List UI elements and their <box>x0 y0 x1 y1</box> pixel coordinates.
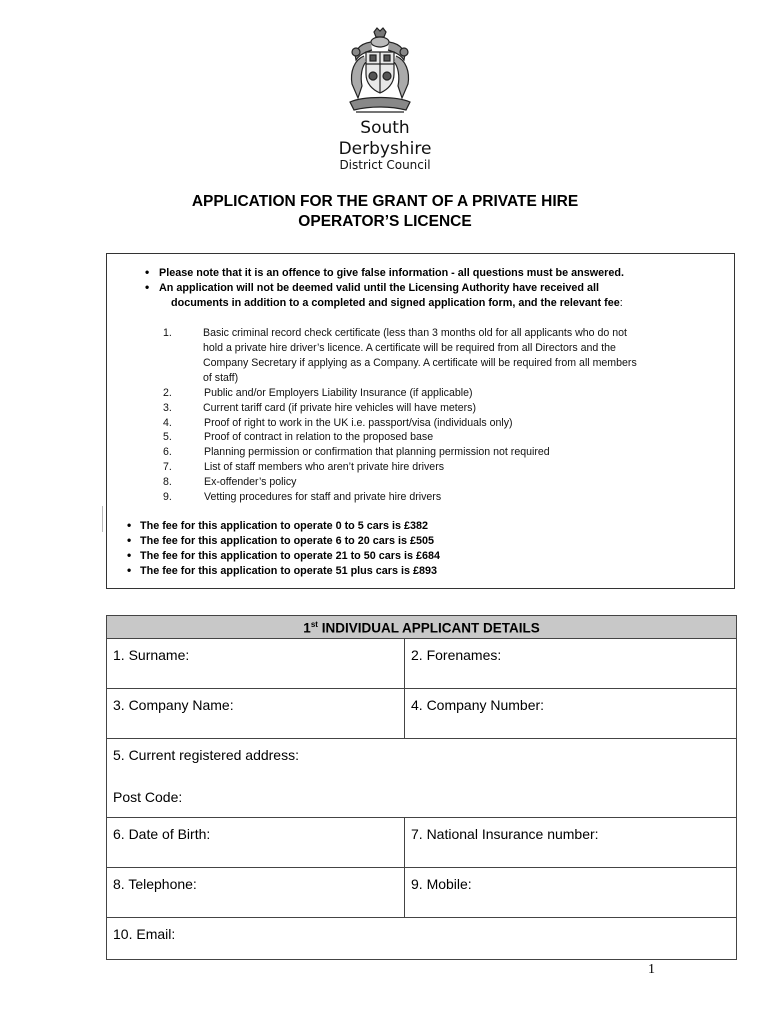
table-row <box>107 638 737 688</box>
doc-line: Public and/or Employers Liability Insurance (if applicable) <box>204 387 473 399</box>
fee-line: The fee for this application to operate 51 plus cars is £893 <box>140 565 438 577</box>
telephone-field[interactable]: 8. Telephone: <box>107 867 405 917</box>
notice-bullet-2-line1: An application will not be deemed valid until the Licensing Authority have received all <box>159 282 599 294</box>
table-row <box>107 688 737 738</box>
header-superscript: st <box>310 620 318 629</box>
council-crest-logo <box>344 26 416 120</box>
doc-number: 6. <box>163 446 172 458</box>
doc-line: Current tariff card (if private hire vehicles will have meters) <box>203 402 476 414</box>
surname-field[interactable]: 1. Surname: <box>107 638 405 688</box>
doc-line: Vetting procedures for staff and private hire drivers <box>204 491 442 503</box>
doc-number: 4. <box>163 417 172 429</box>
bullet-icon: • <box>127 518 132 532</box>
doc-line: Proof of contract in relation to the proposed base <box>204 431 434 443</box>
fee-line: The fee for this application to operate 6 to 20 cars is £505 <box>140 535 435 547</box>
doc-line: of staff) <box>203 372 239 384</box>
doc-number: 8. <box>163 476 172 488</box>
mobile-field[interactable]: 9. Mobile: <box>405 867 737 917</box>
doc-line: hold a private hire driver’s licence. A certificate will be required from all Directors and the <box>203 342 616 354</box>
bullet-icon: • <box>145 280 150 294</box>
notice-bullet-2-line2 <box>171 297 623 309</box>
council-name-line3: District Council <box>339 158 431 172</box>
title-line1: APPLICATION FOR THE GRANT OF A PRIVATE HIRE <box>191 193 579 210</box>
bullet-icon: • <box>127 548 132 562</box>
title-line2: OPERATOR’S LICENCE <box>298 213 472 230</box>
header-text: INDIVIDUAL APPLICANT DETAILS <box>317 620 540 636</box>
post-code-label: Post Code: <box>113 788 183 805</box>
email-field[interactable]: 10. Email: <box>107 917 737 959</box>
bullet-icon: • <box>145 265 150 279</box>
bullet-icon: • <box>127 533 132 547</box>
dob-field[interactable]: 6. Date of Birth: <box>107 817 405 867</box>
company-name-field[interactable]: 3. Company Name: <box>107 688 405 738</box>
company-number-field[interactable]: 4. Company Number: <box>405 688 737 738</box>
address-label: 5. Current registered address: <box>113 746 299 763</box>
notice-bullet-2-text: documents in addition to a completed and signed application form, and the relevant fee <box>171 297 620 309</box>
doc-line: Planning permission or confirmation that planning permission not required <box>204 446 550 458</box>
applicant-details-table <box>106 615 737 960</box>
council-name-line2: Derbyshire <box>338 139 432 159</box>
doc-line: Proof of right to work in the UK i.e. passport/visa (individuals only) <box>204 417 513 429</box>
page-title <box>0 192 770 232</box>
doc-line: Basic criminal record check certificate (less than 3 months old for all applicants who do not <box>203 327 627 339</box>
doc-number: 9. <box>163 491 172 503</box>
margin-mark <box>102 506 103 532</box>
table-row <box>107 738 737 817</box>
doc-line: Ex-offender’s policy <box>204 476 297 488</box>
table-header <box>107 616 737 639</box>
fee-line: The fee for this application to operate 0 to 5 cars is £382 <box>140 520 429 532</box>
ni-number-field[interactable]: 7. National Insurance number: <box>405 817 737 867</box>
notice-box <box>106 253 735 589</box>
table-row <box>107 817 737 867</box>
notice-bullet-1: Please note that it is an offence to give false information - all questions must be answered. <box>159 267 624 279</box>
notice-colon: : <box>619 297 623 309</box>
bullet-icon: • <box>127 563 132 577</box>
fee-line: The fee for this application to operate 21 to 50 cars is £684 <box>140 550 441 562</box>
doc-number: 1. <box>163 327 172 339</box>
table-row <box>107 867 737 917</box>
forenames-field[interactable]: 2. Forenames: <box>405 638 737 688</box>
doc-line: List of staff members who aren’t private hire drivers <box>204 461 445 473</box>
doc-number: 7. <box>163 461 172 473</box>
table-row <box>107 917 737 959</box>
doc-number: 5. <box>163 431 172 443</box>
doc-number: 2. <box>163 387 172 399</box>
doc-line: Company Secretary if applying as a Company. A certificate will be required from all members <box>203 357 637 369</box>
page-number: 1 <box>648 962 655 977</box>
council-name-line1: South <box>360 118 410 138</box>
header-number: 1 <box>303 620 311 636</box>
table-header-row <box>107 616 737 639</box>
doc-number: 3. <box>163 402 172 414</box>
address-field[interactable] <box>107 738 737 817</box>
